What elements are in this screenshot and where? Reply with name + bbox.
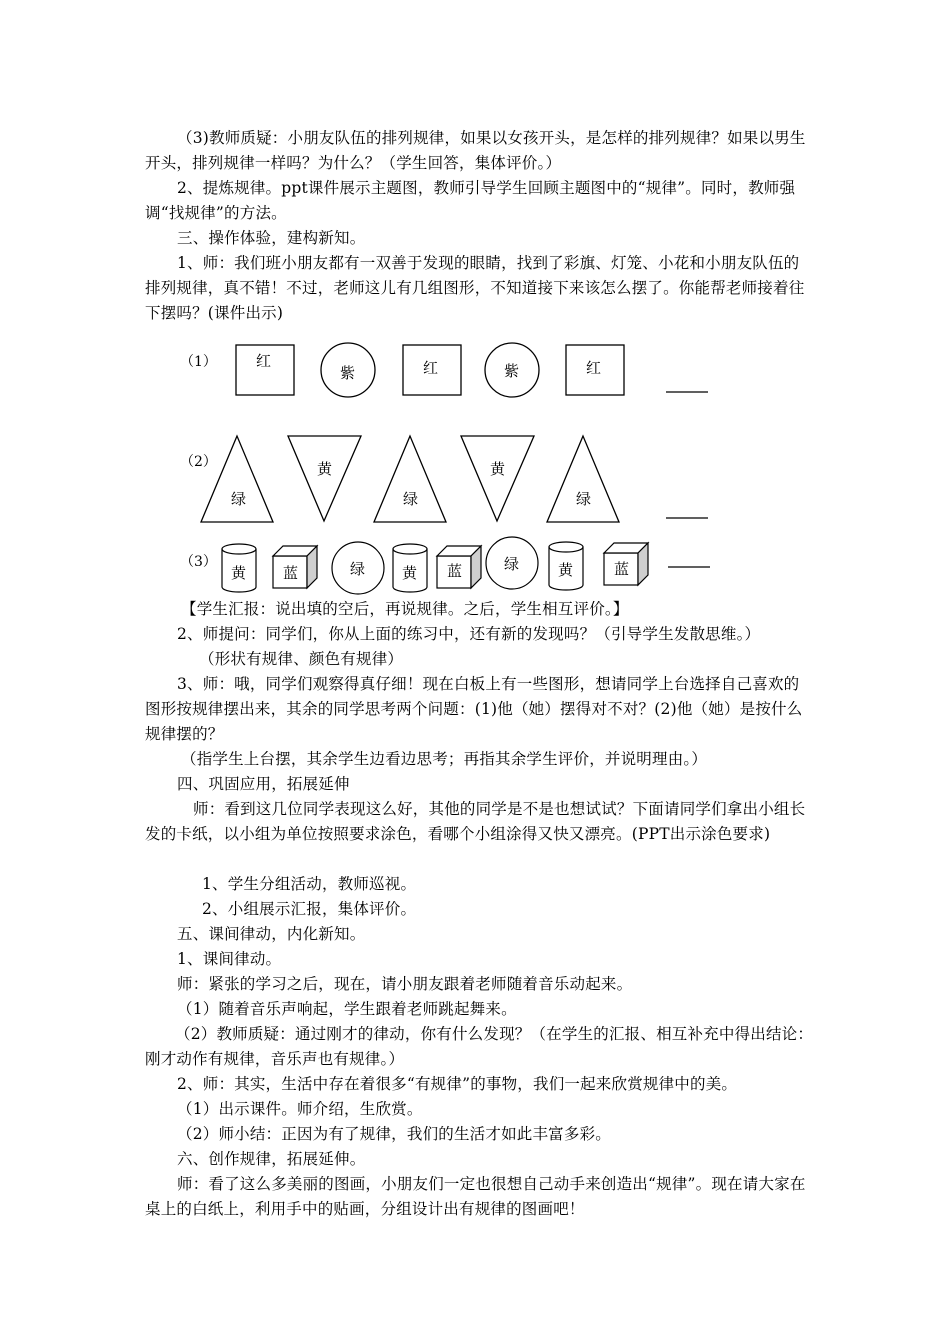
row3-label: （3） <box>180 554 217 570</box>
paragraph-teacher-question: （3)教师质疑：小朋友队伍的排列规律，如果以女孩开头，是怎样的排列规律？如果以男生开头，排列规律一样吗？为什么？（学生回答，集体评价。） <box>145 129 806 172</box>
shape-label: 绿 <box>231 490 247 508</box>
student-report-note: 【学生汇报：说出填的空后，再说规律。之后，学生相互评价。】 <box>181 600 629 618</box>
paragraph-appreciate: 2、师：其实，生活中存在着很多“有规律”的事物，我们一起来欣赏规律中的美。 <box>177 1075 738 1093</box>
paragraph-summary: （2）师小结：正因为有了规律，我们的生活才如此丰富多彩。 <box>177 1125 611 1143</box>
shape-label: 红 <box>586 359 602 377</box>
shape-label: 黄 <box>558 561 574 579</box>
shape-label: 蓝 <box>614 560 630 578</box>
triangle-up-shape <box>374 436 446 522</box>
shape-label: 绿 <box>403 490 419 508</box>
shape-label: 绿 <box>576 490 592 508</box>
paragraph-dance: （1）随着音乐声响起，学生跟着老师跳起舞来。 <box>177 1000 517 1018</box>
shape-label: 蓝 <box>283 564 299 582</box>
paragraph-coloring-task: 师：看到这几位同学表现这么好，其他的同学是不是也想试试？下面请同学们拿出小组长发的卡纸，以小组为单位按照要求涂色，看哪个小组涂得又快又漂亮。(PPT出示涂色要求) <box>145 800 806 843</box>
shape-label: 黄 <box>402 564 418 582</box>
triangle-up-shape <box>201 436 273 522</box>
shape-label: 红 <box>256 352 272 370</box>
paragraph-rhythm-question: （2）教师质疑：通过刚才的律动，你有什么发现？（在学生的汇报、相互补充中得出结论：刚才动作有规律，音乐声也有规律。） <box>145 1025 814 1068</box>
paragraph-show-courseware: （1）出示课件。师介绍，生欣赏。 <box>177 1100 423 1118</box>
triangle-down-shape <box>461 436 534 521</box>
paragraph-findings: （形状有规律、颜色有规律） <box>199 650 404 668</box>
shape-label: 紫 <box>504 362 520 380</box>
pattern-figure <box>0 0 950 600</box>
section-heading-three: 三、操作体验，建构新知。 <box>177 229 366 247</box>
paragraph-whiteboard: 3、师：哦，同学们观察得真仔细！现在白板上有一些图形，想请同学上台选择自己喜欢的图形按规律摆出来，其余的同学思考两个问题：(1)他（她）摆得对不对？(2)他（她）是按什么规律摆的？ <box>145 675 803 743</box>
paragraph-music-move: 师：紧张的学习之后，现在，请小朋友跟着老师随着音乐动起来。 <box>177 975 633 993</box>
shape-label: 蓝 <box>447 562 463 580</box>
paragraph-group-show: 2、小组展示汇报，集体评价。 <box>202 900 417 918</box>
paragraph-student-arrange: （指学生上台摆，其余学生边看边思考；再指其余学生评价，并说明理由。） <box>181 750 708 768</box>
shape-label: 绿 <box>350 560 366 578</box>
section-heading-four: 四、巩固应用，拓展延伸 <box>177 775 350 793</box>
shape-label: 红 <box>423 359 439 377</box>
paragraph-teacher-intro: 1、师：我们班小朋友都有一双善于发现的眼睛，找到了彩旗、灯笼、小花和小朋友队伍的排列规律，真不错！不过，老师这儿有几组图形，不知道接下来该怎么摆了。你能帮老师接着往下摆吗？(课件出示) <box>145 254 805 322</box>
section-heading-five: 五、课间律动，内化新知。 <box>177 925 366 943</box>
shape-label: 黄 <box>490 460 506 478</box>
triangle-down-shape <box>288 436 361 521</box>
paragraph-teacher-asks: 2、师提问：同学们，你从上面的练习中，还有新的发现吗？（引导学生发散思维。） <box>177 625 761 643</box>
triangle-up-shape <box>547 436 619 522</box>
shape-label: 绿 <box>504 555 520 573</box>
shape-label: 黄 <box>231 564 247 582</box>
row2-label: （2） <box>180 454 217 470</box>
row1-label: （1） <box>180 354 217 370</box>
paragraph-rhythm: 1、课间律动。 <box>177 950 282 968</box>
paragraph-create-pattern: 师：看了这么多美丽的图画，小朋友们一定也很想自己动手来创造出“规律”。现在请大家在桌上的白纸上，利用手中的贴画，分组设计出有规律的图画吧！ <box>145 1175 806 1218</box>
shape-label: 紫 <box>340 364 356 382</box>
shape-label: 黄 <box>317 460 333 478</box>
section-heading-six: 六、创作规律，拓展延伸。 <box>177 1150 366 1168</box>
paragraph-refine-rule: 2、提炼规律。ppt课件展示主题图，教师引导学生回顾主题图中的“规律”。同时，教师强调“找规律”的方法。 <box>145 179 796 222</box>
paragraph-group-activity: 1、学生分组活动，教师巡视。 <box>202 875 417 893</box>
